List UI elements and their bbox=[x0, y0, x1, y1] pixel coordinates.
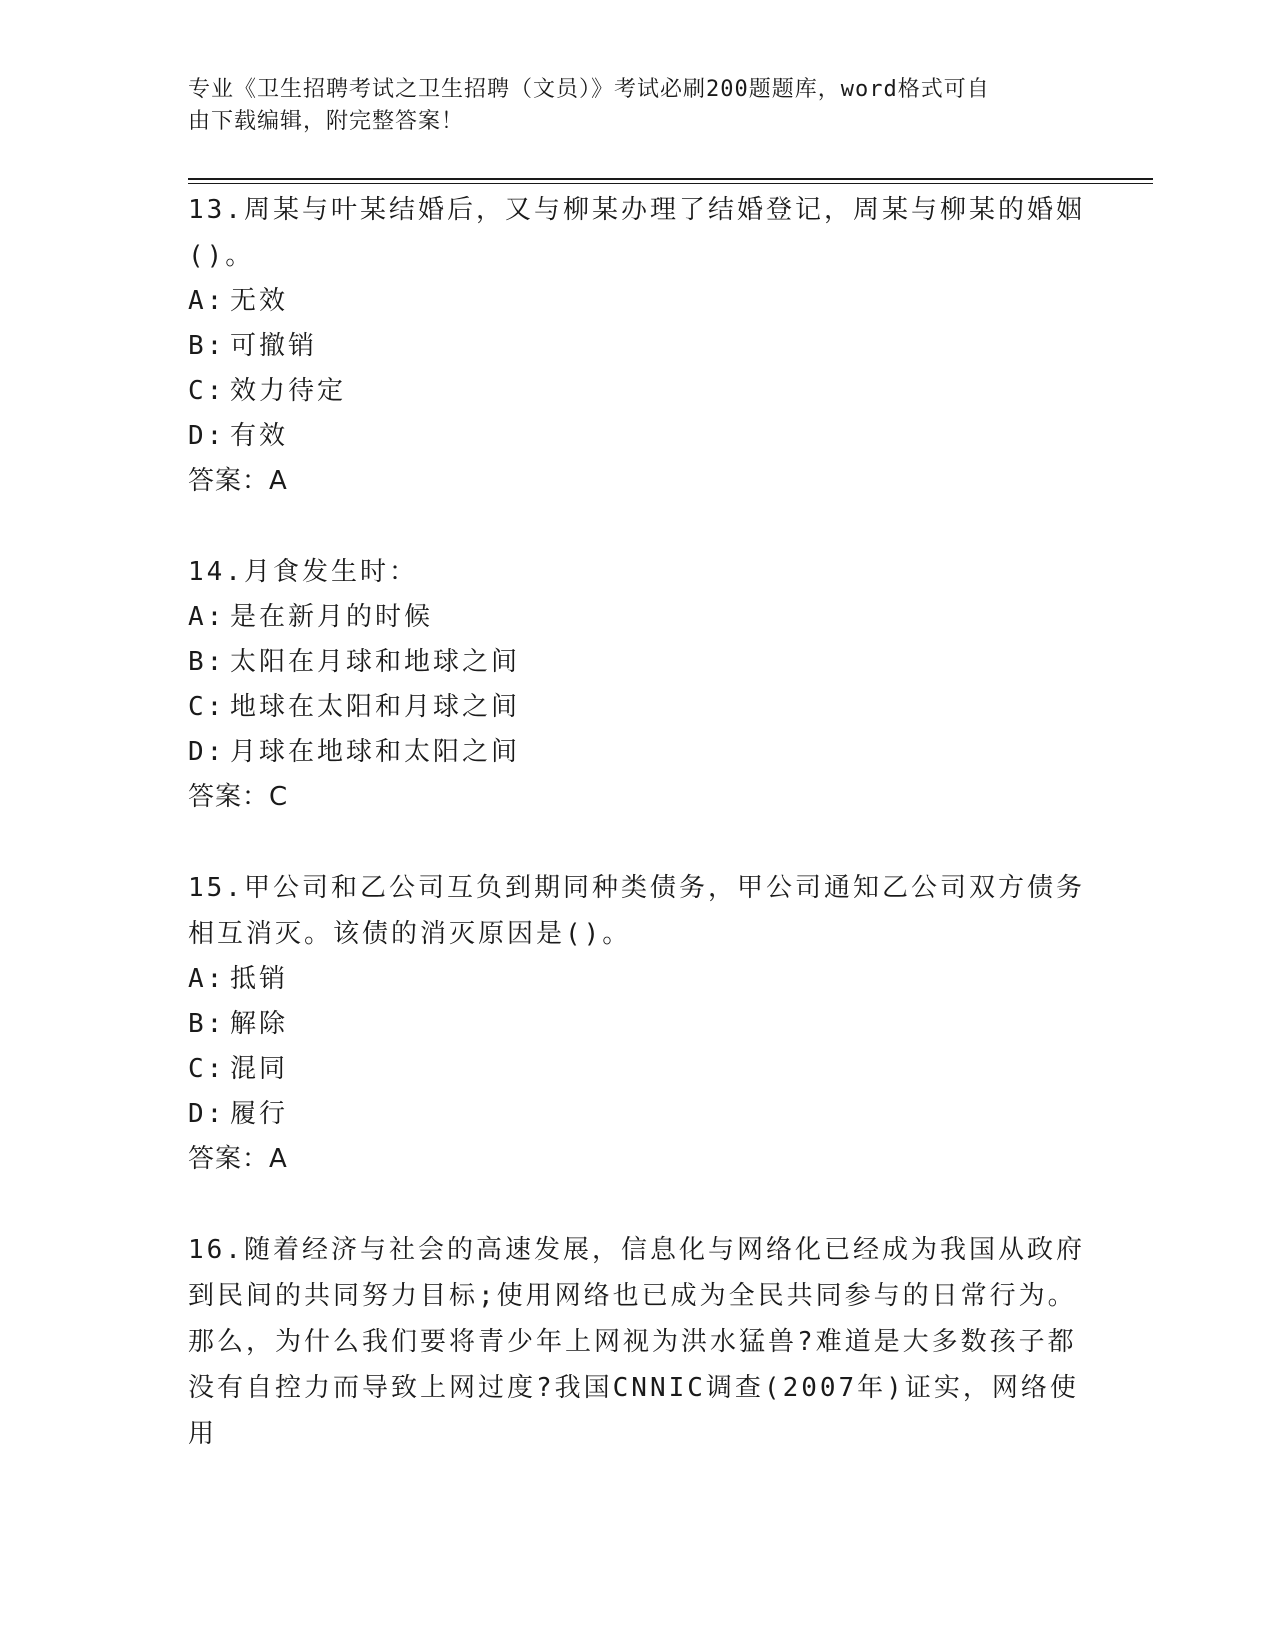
option-b bbox=[188, 640, 1088, 685]
document-page bbox=[188, 0, 1148, 1650]
option-d bbox=[188, 730, 1088, 775]
header-divider-thick bbox=[188, 178, 1153, 180]
question-stem: 15.甲公司和乙公司互负到期同种类债务，甲公司通知乙公司双方债务 相互消灭。该债的消灭原因是()。 bbox=[188, 873, 1085, 949]
option-text: 地球在太阳和月球之间 bbox=[230, 692, 521, 722]
option-text: 履行 bbox=[230, 1099, 289, 1129]
option-text: 混同 bbox=[230, 1054, 289, 1084]
option-letter: D: bbox=[188, 421, 226, 451]
option-letter: C: bbox=[188, 1054, 226, 1084]
option-a bbox=[188, 595, 1088, 640]
option-letter: C: bbox=[188, 376, 226, 406]
answer-line: 答案：C bbox=[188, 782, 289, 812]
option-d bbox=[188, 414, 1088, 459]
option-letter: B: bbox=[188, 331, 226, 361]
option-letter: A: bbox=[188, 602, 226, 632]
option-a bbox=[188, 279, 1088, 324]
question-15 bbox=[188, 865, 1088, 1182]
option-text: 月球在地球和太阳之间 bbox=[230, 737, 521, 767]
question-stem: 13.周某与叶某结婚后，又与柳某办理了结婚登记，周某与柳某的婚姻 ()。 bbox=[188, 195, 1085, 271]
option-letter: B: bbox=[188, 647, 226, 677]
option-d bbox=[188, 1092, 1088, 1137]
question-13 bbox=[188, 187, 1088, 504]
option-text: 是在新月的时候 bbox=[230, 602, 434, 632]
document-header: 专业《卫生招聘考试之卫生招聘（文员）》考试必刷200题题库，word格式可自 由下载编辑，附完整答案！ bbox=[188, 77, 990, 134]
option-letter: D: bbox=[188, 1099, 226, 1129]
option-letter: A: bbox=[188, 964, 226, 994]
option-c bbox=[188, 1047, 1088, 1092]
option-letter: A: bbox=[188, 286, 226, 316]
option-letter: D: bbox=[188, 737, 226, 767]
question-16 bbox=[188, 1227, 1088, 1457]
option-c bbox=[188, 685, 1088, 730]
question-stem: 14.月食发生时： bbox=[188, 557, 418, 587]
option-c bbox=[188, 369, 1088, 414]
question-stem: 16.随着经济与社会的高速发展，信息化与网络化已经成为我国从政府 到民间的共同努力目标;使用网络也已成为全民共同参与的日常行为。 那么，为什么我们要将青少年上网视为洪水猛兽?难道是大多数孩子都 没有自控力而导致上网过度?我国CNNIC调查(2007年)证实，网络使用 bbox=[188, 1235, 1085, 1449]
answer-line: 答案：A bbox=[188, 466, 288, 496]
option-b bbox=[188, 1002, 1088, 1047]
question-list bbox=[188, 187, 1088, 1502]
header-divider-thin bbox=[188, 183, 1153, 184]
question-14 bbox=[188, 549, 1088, 820]
option-text: 解除 bbox=[230, 1009, 289, 1039]
option-text: 抵销 bbox=[230, 964, 289, 994]
option-text: 可撤销 bbox=[230, 331, 318, 361]
option-letter: B: bbox=[188, 1009, 226, 1039]
option-text: 效力待定 bbox=[230, 376, 347, 406]
option-text: 太阳在月球和地球之间 bbox=[230, 647, 521, 677]
option-letter: C: bbox=[188, 692, 226, 722]
option-b bbox=[188, 324, 1088, 369]
option-text: 无效 bbox=[230, 286, 289, 316]
option-text: 有效 bbox=[230, 421, 289, 451]
option-a bbox=[188, 957, 1088, 1002]
answer-line: 答案：A bbox=[188, 1144, 288, 1174]
